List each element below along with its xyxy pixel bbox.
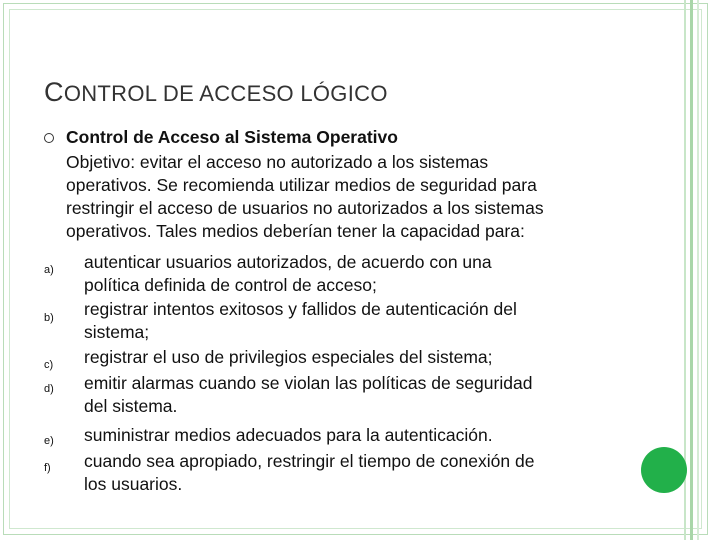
bullet-heading: Control de Acceso al Sistema Operativo	[66, 127, 398, 147]
list-item-line: cuando sea apropiado, restringir el tiempo de conexión de	[84, 451, 535, 471]
list-item-line: del sistema.	[84, 396, 178, 416]
slide-title: CONTROL DE ACCESO LÓGICO	[44, 77, 388, 107]
list-item-line: registrar el uso de privilegios especiales del sistema;	[84, 347, 493, 367]
list-item-line: política definida de control de acceso;	[84, 275, 377, 295]
objective-line: operativos. Tales medios deberían tener la capacidad para:	[66, 221, 525, 241]
bullet-circle-icon	[44, 133, 54, 143]
list-marker: a)	[44, 264, 54, 276]
list-marker: b)	[44, 312, 54, 324]
list-marker: c)	[44, 359, 54, 371]
list-item-line: emitir alarmas cuando se violan las políticas de seguridad	[84, 373, 533, 393]
objective-line: operativos. Se recomienda utilizar medios de seguridad para	[66, 175, 537, 195]
list-item-line: registrar intentos exitosos y fallidos de autenticación del	[84, 299, 517, 319]
list-marker: f)	[44, 462, 51, 474]
list-item-line: sistema;	[84, 322, 150, 342]
list-item-line: suministrar medios adecuados para la autenticación.	[84, 425, 493, 445]
list-marker: d)	[44, 383, 54, 395]
objective-line: Objetivo: evitar el acceso no autorizado a los sistemas	[66, 152, 489, 172]
list-item-line: autenticar usuarios autorizados, de acuerdo con una	[84, 252, 492, 272]
objective-line: restringir el acceso de usuarios no autorizados a los sistemas	[66, 198, 544, 218]
list-marker: e)	[44, 435, 54, 447]
list-item-line: los usuarios.	[84, 474, 183, 494]
